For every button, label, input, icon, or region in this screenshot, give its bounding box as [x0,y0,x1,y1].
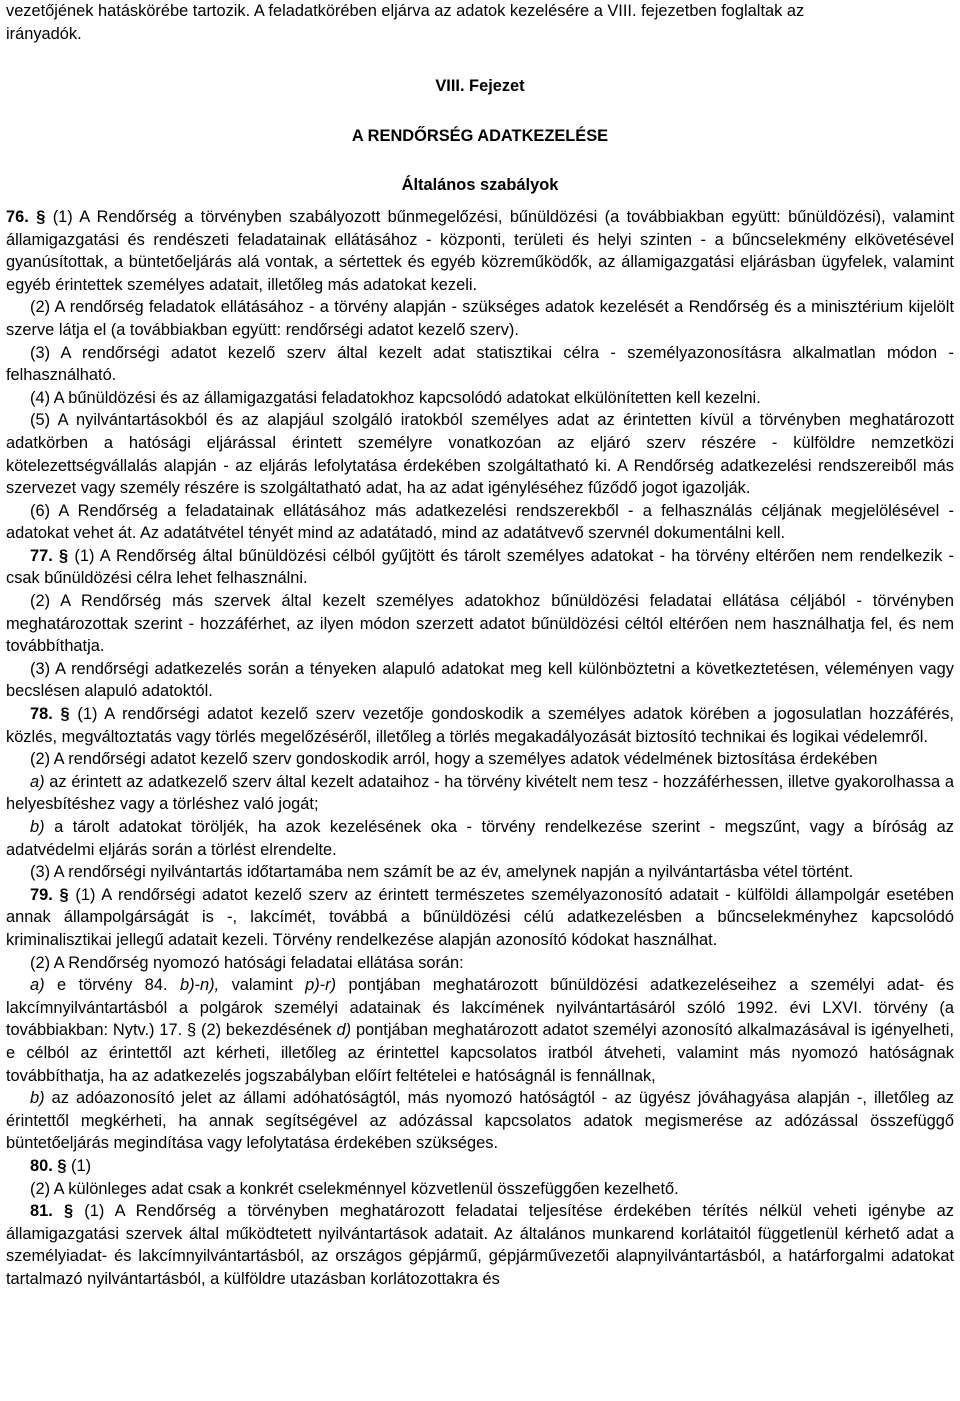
section-76-para-5: (5) A nyilvántartásokból és az alapjául szolgáló iratokból személyes adat az érintetten kívül a törvényben meghatározott adatkörben a hatósági eljárással érintett személyre vonatkozóan az eljáró szerv részére - külföldre nemzetközi kötelezettségvállalás alapján - az eljárás lefolytatása érdekében szolgáltatható ki. A Rendőrség adatkezelési rendszereiből más szervezet vagy személy részére is szolgáltatható adat, ha az adat igényléséhez fűződő jogot igazolják. [6,411,954,498]
section-78-para-1: 78. § (1) A rendőrségi adatot kezelő szerv vezetője gondoskodik a személyes adatok körében a jogosulatlan hozzáférés, közlés, megváltoztatás vagy törlés megelőzéséről, illetőleg a törlés megakadályozását biztosító technikai és logikai védelemről. [6,705,954,746]
section-79-point-b: b) az adóazonosító jelet az állami adóhatóságtól, más nyomozó hatóságtól - az ügyész jóváhagyása alapján -, illetőleg az érintettől megkérheti, ha annak segítségével az adózással kapcsolatos adatok megismerése az adózással összefüggő büntetőeljárás megindítása vagy lefolytatása érdekében szükséges. [6,1089,954,1153]
chapter-heading: VIII. Fejezet [435,77,525,96]
section-number: 76. [6,207,29,226]
chapter-title: A RENDŐRSÉG ADATKEZELÉSE [351,126,609,145]
section-sign: § [59,885,69,904]
section-78-point-a: a) az érintett az adatkezelő szerv által kezelt adataihoz - ha törvény kivételt nem tesz - hozzáférhessen, illetve gyakorolhassa a helyesbítéshez vagy a törléshez való jogát; [6,772,954,814]
section-76-para-3: (3) A rendőrségi adatot kezelő szerv által kezelt adat statisztikai célra - személyazonosításra alkalmatlan módon - felhasználható. [6,343,954,385]
section-number: 79. [30,885,53,904]
section-76-para-4: (4) A bűnüldözési és az államigazgatási feladatokhoz kapcsolódó adatokat elkülönítetten kell kezelni. [30,388,761,407]
section-79-para-1: 79. § (1) A rendőrségi adatot kezelő szerv az érintett természetes személyazonosító adatait - külföldi állampolgár esetében annak állampolgárságát is -, lakcímét, továbbá a bűnüldözési célú adatkezelésben a bűncselekményhez kapcsolódó kriminalisztikai jellegű adatait kezeli. Törvény rendelkezése alapján azonosító kódokat használhat. [6,885,954,949]
section-77-para-2: (2) A Rendőrség más szervek által kezelt személyes adatokhoz bűnüldözési feladatai ellátása céljából - törvényben meghatározottak szerint - hozzáférhet, az ilyen módon szerzett adatot bűnüldözési céltól eltérően nem használhatja fel, és nem továbbíthatja. [6,592,954,656]
section-sign: § [59,546,69,565]
section-77-para-3: (3) A rendőrségi adatkezelés során a tényeken alapuló adatokat meg kell különböztetni a következtetésen, véleményen vagy becslésen alapuló adatoktól. [6,659,954,701]
section-76-para-2: (2) A rendőrség feladatok ellátásához - a törvény alapján - szükséges adatok kezelését a Rendőrség és a minisztérium kijelölt szerve látja el (a továbbiakban együtt: rendőrségi adatot kezelő szerv). [6,298,954,339]
section-76-para-6: (6) A Rendőrség a feladatainak ellátásához más adatkezelési rendszerekből - a felhasználás céljának megjelölésével - adatokat vehet át. Az adatátvétel tényét mind az adatátadó, mind az adatátvevő szervnél dokumentálni kell. [6,501,954,543]
section-number: 80. [30,1156,53,1175]
section-sign: § [60,705,70,724]
section-number: 77. [30,546,53,565]
section-80-para-2: (2) A különleges adat csak a konkrét cselekménnyel közvetlenül összefüggően kezelhető. [30,1179,679,1198]
intro-line-2: irányadók. [6,24,82,43]
section-subtitle: Általános szabályok [401,176,559,195]
section-79-para-2: (2) A Rendőrség nyomozó hatósági feladatai ellátása során: [30,953,464,972]
section-number: 78. [30,705,53,724]
section-sign: § [63,1202,74,1221]
section-number: 81. [30,1202,53,1221]
section-76-para-1: 76. § (1) A Rendőrség a törvényben szabályozott bűnmegelőzési, bűnüldözési (a továbbiakban együtt: bűnüldözési), valamint államigazgatási és rendészeti feladatainak ellátásához - központi, területi és helyi szinten - a bűncselekmény elkövetésével gyanúsítottak, a büntetőeljárás alá vontak, a sértettek és egyéb közreműködők, az államigazgatási eljárásban ügyfelek, valamint egyéb érintettek személyes adatait, illetőleg más adatokat kezeli. [6,207,955,294]
section-78-point-b: b) a tárolt adatokat töröljék, ha azok kezelésének oka - törvény rendelkezése szerint - megszűnt, vagy a bíróság az adatvédelmi eljárás során a törlést elrendelte. [6,818,954,859]
section-77-para-1: 77. § (1) A Rendőrség által bűnüldözési célból gyűjtött és tárolt személyes adatokat - ha törvény eltérően nem rendelkezik - csak bűnüldözési célra lehet felhasználni. [6,546,955,588]
section-79-point-a: a) e törvény 84. b)-n), valamint p)-r) pontjában meghatározott bűnüldözési adatkezeléseihez a személyi adat- és lakcímnyilvántartásból a polgárok személyi adatainak és lakcímének nyilvántartásáról szóló 1992. évi LXVI. törvény (a továbbiakban: Nytv.) 17. § (2) bekezdésének d) pontjában meghatározott adatot személyi azonosító alkalmazásával is igényelheti, e célból az érintettől azt kérheti, illetőleg az érintettel kapcsolatos iratból átveheti, valamint más nyomozó hatóságnak továbbíthatja, ha az adatkezelés jogszabályban előírt feltételei e hatóságnál is fennállnak, [6,976,954,1085]
section-78-para-3: (3) A rendőrségi nyilvántartás időtartamába nem számít be az év, amelynek napján a nyilvántartásba vétel történt. [30,863,854,882]
intro-paragraph [6,0,954,45]
section-80-para-1: 80. § (1) [30,1156,92,1175]
intro-line-1: vezetőjének hatáskörébe tartozik. A feladatkörében eljárva az adatok kezelésére a VIII. fejezetben foglaltak az [6,2,805,20]
section-sign: § [57,1156,67,1175]
section-81-para-1: 81. § (1) A Rendőrség a törvényben meghatározott feladatai teljesítése érdekében térítés nélkül veheti igénybe az államigazgatási szervek által működtetett nyilvántartások adatait. Az általános munkarend korlátaitól függetlenül kérhető adat a személyiadat- és lakcímnyilvántartásból, az országos gépjármű, gépjárművezetői alapnyilvántartásból, a határforgalmi adatokat tartalmazó nyilvántartásból, a külföldre utazásban korlátozottakra és [6,1202,954,1288]
section-78-para-2: (2) A rendőrségi adatot kezelő szerv gondoskodik arról, hogy a személyes adatok védelmének biztosítása érdekében [30,750,878,769]
section-sign: § [36,207,46,226]
